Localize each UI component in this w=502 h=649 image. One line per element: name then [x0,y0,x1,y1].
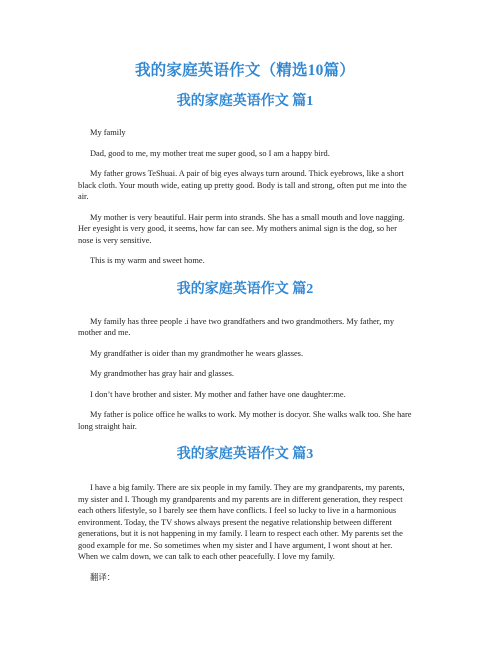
section-1 [78,93,412,267]
paragraph: My father is police office he walks to work. My mother is docyor. She walks walk too. She hare long straight hair. [78,410,412,431]
paragraph: Dad, good to me, my mother treat me super good, so I am a happy bird. [90,148,330,158]
section-heading: 我的家庭英语作文 篇3 [176,447,314,462]
section-2 [78,281,412,433]
document-title: 我的家庭英语作文（精选10篇） [134,62,355,79]
paragraph: My mother is very beautiful. Hair perm into strands. She has a small mouth and love nagging. Her eyesight is very good, it seems, how far can see. My mothers animal sign is the dog, so her nose is very sensitive. [78,212,405,245]
translation-label: 翻译： [90,572,116,582]
paragraph: My family has three people .i have two grandfathers and two grandmothers. My father, my mother and me. [78,316,395,337]
section-heading: 我的家庭英语作文 篇2 [176,281,314,297]
section-heading: 我的家庭英语作文 篇1 [176,94,314,109]
section-3 [78,446,412,583]
paragraph: My father grows TeShuai. A pair of big eyes always turn around. Thick eyebrows, like a short black cloth. Your mouth wide, eating up pretty good. Body is tall and strong, often put me into the air. [78,169,407,201]
paragraph: I have a big family. There are six people in my family. They are my grandparents, my parents, my sister and I. Though my grandparents and my parents are in different generation, they respect each others lifestyle, so I barely see them have conflicts. I feel so lucky to live in a harmonious environment. Today, the TV shows always present the negative relationship between different generations, but it is not happening in my family. I learn to respect each other. My parents set the good example for me. So sometimes when my sister and I have argument, I wont shout at her. When we calm down, we can talk to each other peacefully. I love my family. [78,483,405,561]
paragraph: My family [90,128,126,137]
paragraph: My grandmother has gray hair and glasses. [90,369,234,378]
paragraph: This is my warm and sweet home. [90,256,205,265]
paragraph: My grandfather is oider than my grandmother he wears glasses. [90,348,304,358]
paragraph: I don’t have brother and sister. My mother and father have one daughter:me. [90,389,346,399]
